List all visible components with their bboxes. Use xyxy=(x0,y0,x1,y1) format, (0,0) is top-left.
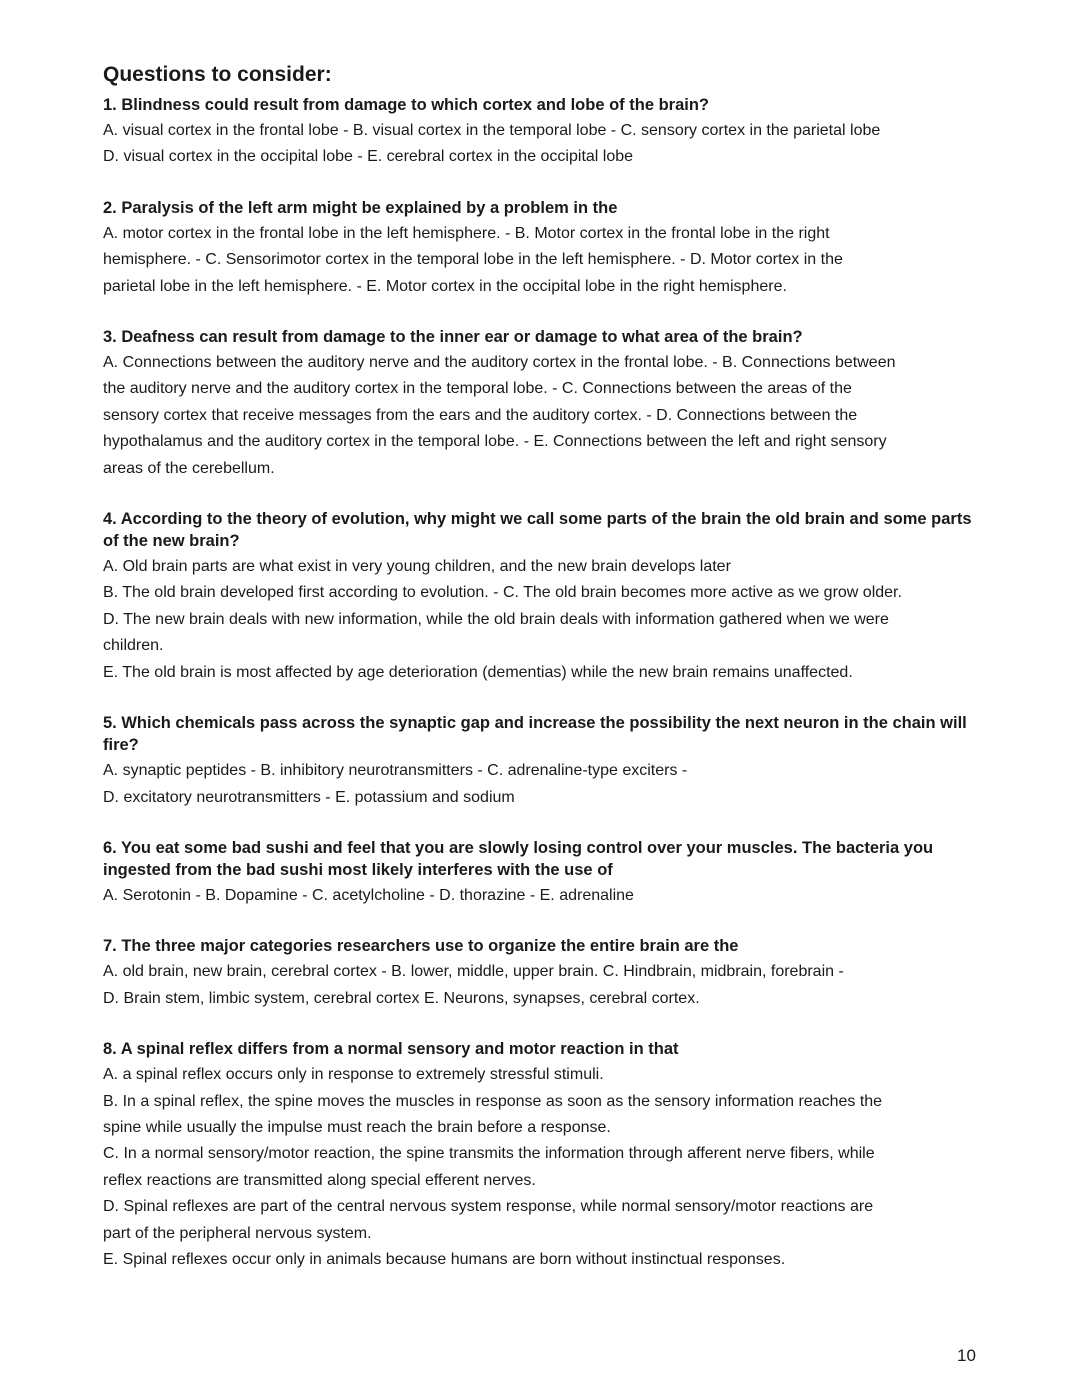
answer-line: A. synaptic peptides - B. inhibitory neurotransmitters - C. adrenaline-type exciters - xyxy=(103,762,688,780)
question-4 xyxy=(103,508,983,686)
question-title: 5. Which chemicals pass across the synaptic gap and increase the possibility the next neuron in the chain will fire? xyxy=(103,714,967,755)
question-6 xyxy=(103,837,983,909)
answer-line: C. In a normal sensory/motor reaction, the spine transmits the information through afferent nerve fibers, while xyxy=(103,1145,875,1163)
answer-line: D. Spinal reflexes are part of the central nervous system response, while normal sensory/motor reactions are xyxy=(103,1198,874,1216)
question-title: 2. Paralysis of the left arm might be explained by a problem in the xyxy=(103,198,618,217)
answer-line: children. xyxy=(103,637,164,655)
question-title: 7. The three major categories researchers use to organize the entire brain are the xyxy=(103,937,739,956)
answer-line: A. a spinal reflex occurs only in response to extremely stressful stimuli. xyxy=(103,1066,604,1084)
answer-line: hypothalamus and the auditory cortex in the temporal lobe. - E. Connections between the left and right sensory xyxy=(103,433,887,451)
question-title: 1. Blindness could result from damage to which cortex and lobe of the brain? xyxy=(103,96,710,114)
question-8 xyxy=(103,1038,983,1273)
page-number: 10 xyxy=(957,1346,976,1365)
answer-line: A. Connections between the auditory nerve and the auditory cortex in the frontal lobe. - B. Connections between xyxy=(103,354,896,372)
answer-line: B. The old brain developed first according to evolution. - C. The old brain becomes more active as we grow older. xyxy=(103,584,902,602)
question-title: 6. You eat some bad sushi and feel that you are slowly losing control over your muscles. The bacteria you ingested from the bad sushi most likely interferes with the use of xyxy=(103,838,934,879)
question-1 xyxy=(103,94,983,171)
answer-line: sensory cortex that receive messages from the ears and the auditory cortex. - D. Connections between the xyxy=(103,406,858,424)
answer-line: part of the peripheral nervous system. xyxy=(103,1224,372,1242)
question-title: 4. According to the theory of evolution, why might we call some parts of the brain the old brain and some parts of the new brain? xyxy=(103,510,972,551)
question-title: 3. Deafness can result from damage to the inner ear or damage to what area of the brain? xyxy=(103,328,803,347)
answer-line: B. In a spinal reflex, the spine moves the muscles in response as soon as the sensory information reaches the xyxy=(103,1092,883,1110)
question-title: 8. A spinal reflex differs from a normal sensory and motor reaction in that xyxy=(103,1040,679,1059)
answer-line: D. The new brain deals with new information, while the old brain deals with information gathered when we were xyxy=(103,610,889,628)
question-7 xyxy=(103,935,983,1012)
question-5 xyxy=(103,712,983,811)
answer-line: E. Spinal reflexes occur only in animals because humans are born without instinctual responses. xyxy=(103,1250,786,1268)
answer-line: A. Old brain parts are what exist in very young children, and the new brain develops later xyxy=(103,558,731,576)
answer-line: D. Brain stem, limbic system, cerebral cortex E. Neurons, synapses, cerebral cortex. xyxy=(103,989,700,1007)
question-3 xyxy=(103,326,983,482)
document-page xyxy=(103,62,983,1273)
question-2 xyxy=(103,197,983,300)
answer-line: reflex reactions are transmitted along special efferent nerves. xyxy=(103,1171,536,1189)
page-heading: Questions to consider: xyxy=(103,63,332,86)
answer-line: D. excitatory neurotransmitters - E. potassium and sodium xyxy=(103,788,515,806)
answer-line: A. visual cortex in the frontal lobe - B. visual cortex in the temporal lobe - C. sensory cortex in the parietal lobe xyxy=(103,122,881,139)
answer-line: E. The old brain is most affected by age deterioration (dementias) while the new brain remains unaffected. xyxy=(103,663,853,681)
answer-line: A. old brain, new brain, cerebral cortex - B. lower, middle, upper brain. C. Hindbrain, midbrain, forebrain - xyxy=(103,963,844,981)
answer-line: parietal lobe in the left hemisphere. - E. Motor cortex in the occipital lobe in the right hemisphere. xyxy=(103,277,787,295)
answer-line: A. Serotonin - B. Dopamine - C. acetylcholine - D. thorazine - E. adrenaline xyxy=(103,886,634,904)
answer-line: the auditory nerve and the auditory cortex in the temporal lobe. - C. Connections between the areas of the xyxy=(103,380,852,398)
answer-line: D. visual cortex in the occipital lobe - E. cerebral cortex in the occipital lobe xyxy=(103,148,634,166)
answer-line: A. motor cortex in the frontal lobe in the left hemisphere. - B. Motor cortex in the frontal lobe in the right xyxy=(103,224,830,242)
answer-line: hemisphere. - C. Sensorimotor cortex in the temporal lobe in the left hemisphere. - D. Motor cortex in the xyxy=(103,251,843,269)
answer-line: spine while usually the impulse must reach the brain before a response. xyxy=(103,1118,611,1136)
answer-line: areas of the cerebellum. xyxy=(103,459,275,477)
